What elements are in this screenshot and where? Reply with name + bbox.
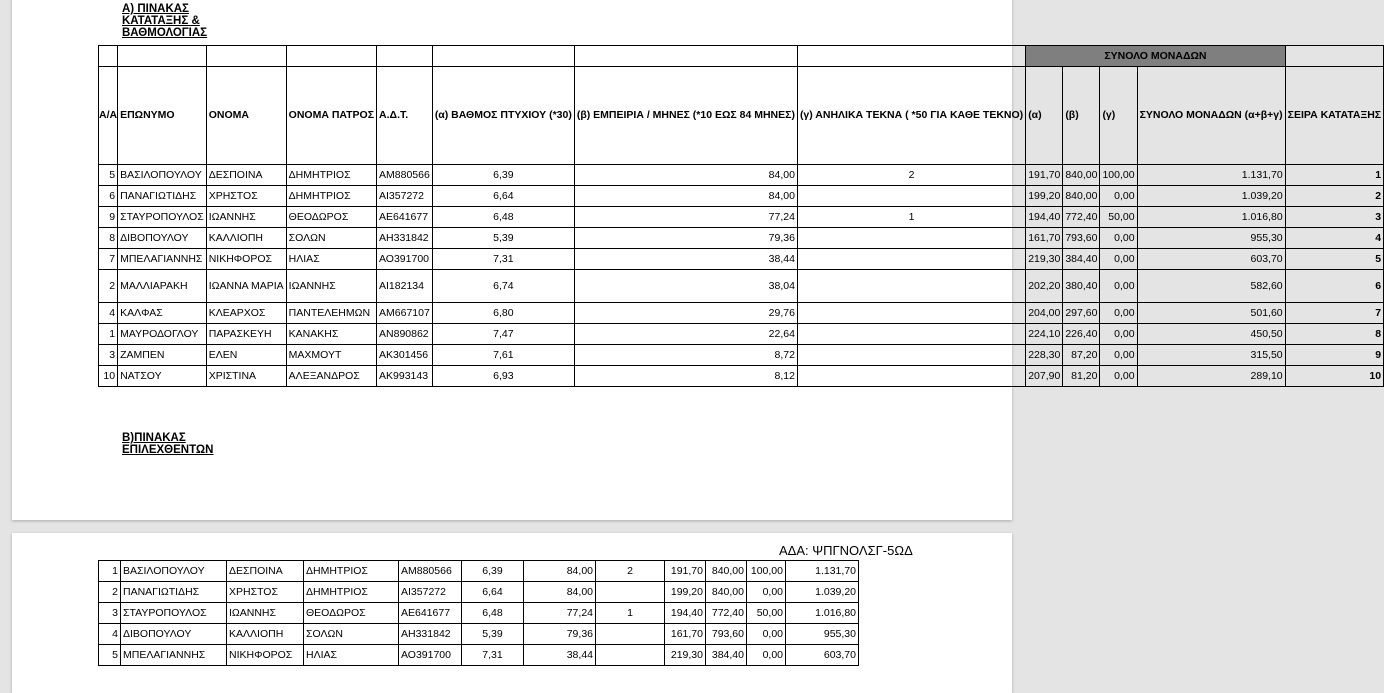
cell-eponymo: ΜΠΕΛΑΓΙΑΝΝΗΣ	[118, 249, 207, 270]
header-tekna: (γ) ΑΝΗΛΙΚΑ ΤΕΚΝΑ ( *50 ΓΙΑ ΚΑΘΕ ΤΕΚΝΟ)	[797, 67, 1025, 165]
cell-adt: ΑΙ357272	[377, 186, 433, 207]
cell-a: 224,10	[1026, 324, 1063, 345]
cell-onoma: ΠΑΡΑΣΚΕΥΗ	[206, 324, 286, 345]
cell-b: 297,60	[1063, 303, 1100, 324]
ada-code: ΑΔΑ: ΨΠΓΝΟΛΣΓ-5ΩΔ	[779, 543, 913, 558]
cell-vathmos: 5,39	[462, 624, 524, 645]
cell-eponymo: ΣΤΑΥΡΟΠΟΥΛΟΣ	[121, 603, 227, 624]
cell-onoma: ΧΡΗΣΤΟΣ	[206, 186, 286, 207]
cell-onoma: ΧΡΗΣΤΟΣ	[227, 582, 304, 603]
cell-tekna	[596, 582, 665, 603]
cell-onoma: ΚΛΕΑΡΧΟΣ	[206, 303, 286, 324]
cell-patros: ΘΕΟΔΩΡΟΣ	[286, 207, 376, 228]
cell-onoma: ΙΩΑΝΝΗΣ	[206, 207, 286, 228]
cell-eponymo: ΠΑΝΑΓΙΩΤΙΔΗΣ	[118, 186, 207, 207]
cell-patros: ΜΑΧΜΟΥΤ	[286, 345, 376, 366]
table-row	[99, 345, 1384, 366]
cell-onoma: ΚΑΛΛΙΟΠΗ	[227, 624, 304, 645]
cell-b: 226,40	[1063, 324, 1100, 345]
cell-a: 199,20	[665, 582, 706, 603]
cell-eponymo: ΜΑΛΛΙΑΡΑΚΗ	[118, 270, 207, 303]
header-empeiria: (β) ΕΜΠΕΙΡΙΑ / ΜΗΝΕΣ (*10 ΕΩΣ 84 ΜΗΝΕΣ)	[574, 67, 797, 165]
cell-eponymo: ΣΤΑΥΡΟΠΟΥΛΟΣ	[118, 207, 207, 228]
table-row	[99, 303, 1384, 324]
cell-vathmos: 7,31	[462, 645, 524, 666]
selected-row	[99, 624, 859, 645]
cell-adt: ΑΗ331842	[399, 624, 462, 645]
cell-seira: 7	[1285, 303, 1383, 324]
cell-b: 384,40	[1063, 249, 1100, 270]
cell-onoma: ΙΩΑΝΝΗΣ	[227, 603, 304, 624]
cell-vathmos: 6,39	[462, 561, 524, 582]
cell-patros: ΗΛΙΑΣ	[286, 249, 376, 270]
cell-adt: ΑΝ890862	[377, 324, 433, 345]
selected-row	[99, 582, 859, 603]
cell-seira: 3	[1285, 207, 1383, 228]
cell-g: 0,00	[1100, 228, 1137, 249]
cell-synolo: 315,50	[1137, 345, 1285, 366]
cell-empeiria: 8,72	[574, 345, 797, 366]
cell-eponymo: ΖΑΜΠΕΝ	[118, 345, 207, 366]
header-seira: ΣΕΙΡΑ ΚΑΤΑΤΑΞΗΣ	[1285, 67, 1383, 165]
header-g: (γ)	[1100, 67, 1137, 165]
cell-seira: 5	[1285, 249, 1383, 270]
header-eponymo: ΕΠΩΝΥΜΟ	[118, 67, 207, 165]
cell-eponymo: ΒΑΣΙΛΟΠΟΥΛΟΥ	[121, 561, 227, 582]
cell-eponymo: ΔΙΒΟΠΟΥΛΟΥ	[118, 228, 207, 249]
cell-tekna	[797, 249, 1025, 270]
cell-patros: ΠΑΝΤΕΛΕΗΜΩΝ	[286, 303, 376, 324]
cell-aa: 3	[99, 345, 118, 366]
cell-tekna	[797, 186, 1025, 207]
cell-eponymo: ΠΑΝΑΓΙΩΤΙΔΗΣ	[121, 582, 227, 603]
cell-onoma: ΔΕΣΠΟΙΝΑ	[227, 561, 304, 582]
cell-onoma: ΙΩΑΝΝΑ ΜΑΡΙΑ	[206, 270, 286, 303]
cell-a: 161,70	[1026, 228, 1063, 249]
cell-aa: 3	[99, 603, 121, 624]
header-group-sum: ΣΥΝΟΛΟ ΜΟΝΑΔΩΝ	[1026, 46, 1285, 67]
cell-synolo: 1.131,70	[786, 561, 859, 582]
cell-aa: 6	[99, 186, 118, 207]
table-row	[99, 249, 1384, 270]
cell-b: 380,40	[1063, 270, 1100, 303]
cell-a: 199,20	[1026, 186, 1063, 207]
cell-eponymo: ΜΑΥΡΟΔΟΓΛΟΥ	[118, 324, 207, 345]
cell-patros: ΘΕΟΔΩΡΟΣ	[304, 603, 399, 624]
cell-g: 50,00	[747, 603, 786, 624]
table-row	[99, 228, 1384, 249]
cell-onoma: ΧΡΙΣΤΙΝΑ	[206, 366, 286, 387]
cell-empeiria: 8,12	[574, 366, 797, 387]
cell-synolo: 955,30	[1137, 228, 1285, 249]
cell-a: 202,20	[1026, 270, 1063, 303]
cell-onoma: ΝΙΚΗΦΟΡΟΣ	[227, 645, 304, 666]
cell-eponymo: ΚΑΛΦΑΣ	[118, 303, 207, 324]
selected-row	[99, 603, 859, 624]
cell-vathmos: 6,64	[462, 582, 524, 603]
cell-synolo: 582,60	[1137, 270, 1285, 303]
table-row	[99, 366, 1384, 387]
table-row	[99, 165, 1384, 186]
cell-g: 0,00	[1100, 249, 1137, 270]
cell-tekna	[797, 303, 1025, 324]
cell-tekna	[797, 324, 1025, 345]
cell-g: 50,00	[1100, 207, 1137, 228]
section-b-title: Β)ΠΙΝΑΚΑΣ ΕΠΙΛΕΧΘΕΝΤΩΝ	[122, 432, 214, 456]
cell-onoma: ΔΕΣΠΟΙΝΑ	[206, 165, 286, 186]
header-vathmos: (α) ΒΑΘΜΟΣ ΠΤΥΧΙΟΥ (*30)	[432, 67, 574, 165]
cell-empeiria: 84,00	[524, 561, 596, 582]
cell-empeiria: 77,24	[574, 207, 797, 228]
cell-patros: ΣΟΛΩΝ	[286, 228, 376, 249]
cell-a: 207,90	[1026, 366, 1063, 387]
cell-adt: ΑΕ641677	[399, 603, 462, 624]
cell-eponymo: ΔΙΒΟΠΟΥΛΟΥ	[121, 624, 227, 645]
cell-aa: 9	[99, 207, 118, 228]
cell-b: 772,40	[706, 603, 747, 624]
cell-patros: ΑΛΕΞΑΝΔΡΟΣ	[286, 366, 376, 387]
cell-tekna	[797, 228, 1025, 249]
cell-patros: ΣΟΛΩΝ	[304, 624, 399, 645]
cell-a: 194,40	[1026, 207, 1063, 228]
cell-g: 100,00	[747, 561, 786, 582]
header-group-row	[99, 46, 1384, 67]
cell-empeiria: 38,44	[524, 645, 596, 666]
cell-g: 0,00	[1100, 270, 1137, 303]
cell-adt: ΑΗ331842	[377, 228, 433, 249]
document-page-1	[12, 0, 1382, 520]
cell-vathmos: 6,39	[432, 165, 574, 186]
cell-vathmos: 6,74	[432, 270, 574, 303]
cell-b: 840,00	[706, 561, 747, 582]
cell-g: 100,00	[1100, 165, 1137, 186]
cell-patros: ΔΗΜΗΤΡΙΟΣ	[286, 186, 376, 207]
header-row	[99, 67, 1384, 165]
cell-g: 0,00	[1100, 324, 1137, 345]
cell-vathmos: 6,93	[432, 366, 574, 387]
cell-b: 840,00	[706, 582, 747, 603]
ranking-table	[98, 45, 1384, 387]
table-row	[99, 207, 1384, 228]
cell-vathmos: 6,48	[432, 207, 574, 228]
cell-empeiria: 84,00	[524, 582, 596, 603]
cell-b: 384,40	[706, 645, 747, 666]
cell-seira: 1	[1285, 165, 1383, 186]
cell-seira: 10	[1285, 366, 1383, 387]
cell-seira: 6	[1285, 270, 1383, 303]
cell-a: 219,30	[1026, 249, 1063, 270]
cell-onoma: ΝΙΚΗΦΟΡΟΣ	[206, 249, 286, 270]
cell-eponymo: ΜΠΕΛΑΓΙΑΝΝΗΣ	[121, 645, 227, 666]
header-b: (β)	[1063, 67, 1100, 165]
cell-g: 0,00	[747, 645, 786, 666]
cell-synolo: 450,50	[1137, 324, 1285, 345]
cell-empeiria: 22,64	[574, 324, 797, 345]
cell-adt: ΑΟ391700	[377, 249, 433, 270]
cell-a: 219,30	[665, 645, 706, 666]
cell-a: 228,30	[1026, 345, 1063, 366]
cell-synolo: 1.016,80	[1137, 207, 1285, 228]
cell-seira: 9	[1285, 345, 1383, 366]
table-row	[99, 270, 1384, 303]
cell-b: 772,40	[1063, 207, 1100, 228]
cell-patros: ΙΩΑΝΝΗΣ	[286, 270, 376, 303]
cell-aa: 4	[99, 624, 121, 645]
cell-empeiria: 38,44	[574, 249, 797, 270]
cell-aa: 4	[99, 303, 118, 324]
cell-empeiria: 84,00	[574, 186, 797, 207]
cell-g: 0,00	[747, 624, 786, 645]
cell-g: 0,00	[1100, 366, 1137, 387]
header-patros: ΟΝΟΜΑ ΠΑΤΡΟΣ	[286, 67, 376, 165]
cell-adt: ΑΜ880566	[377, 165, 433, 186]
cell-aa: 1	[99, 561, 121, 582]
cell-synolo: 603,70	[1137, 249, 1285, 270]
table-row	[99, 186, 1384, 207]
cell-tekna	[797, 345, 1025, 366]
cell-tekna	[797, 366, 1025, 387]
cell-vathmos: 7,31	[432, 249, 574, 270]
cell-eponymo: ΒΑΣΙΛΟΠΟΥΛΟΥ	[118, 165, 207, 186]
cell-b: 840,00	[1063, 186, 1100, 207]
cell-empeiria: 79,36	[524, 624, 596, 645]
cell-vathmos: 6,80	[432, 303, 574, 324]
cell-adt: ΑΙ357272	[399, 582, 462, 603]
cell-synolo: 289,10	[1137, 366, 1285, 387]
cell-synolo: 955,30	[786, 624, 859, 645]
cell-vathmos: 7,61	[432, 345, 574, 366]
cell-synolo: 1.016,80	[786, 603, 859, 624]
header-aa: Α/Α	[99, 67, 118, 165]
cell-b: 87,20	[1063, 345, 1100, 366]
cell-empeiria: 77,24	[524, 603, 596, 624]
cell-g: 0,00	[1100, 186, 1137, 207]
cell-patros: ΔΗΜΗΤΡΙΟΣ	[304, 582, 399, 603]
cell-patros: ΚΑΝΑΚΗΣ	[286, 324, 376, 345]
cell-adt: ΑΟ391700	[399, 645, 462, 666]
cell-aa: 10	[99, 366, 118, 387]
cell-synolo: 1.039,20	[1137, 186, 1285, 207]
cell-b: 793,60	[1063, 228, 1100, 249]
cell-patros: ΔΗΜΗΤΡΙΟΣ	[304, 561, 399, 582]
document-page-2	[12, 533, 1012, 693]
cell-empeiria: 84,00	[574, 165, 797, 186]
cell-tekna: 1	[596, 603, 665, 624]
cell-g: 0,00	[747, 582, 786, 603]
cell-seira: 4	[1285, 228, 1383, 249]
cell-aa: 2	[99, 270, 118, 303]
cell-a: 204,00	[1026, 303, 1063, 324]
header-a: (α)	[1026, 67, 1063, 165]
cell-adt: ΑΜ880566	[399, 561, 462, 582]
cell-eponymo: ΝΑΤΣΟΥ	[118, 366, 207, 387]
cell-synolo: 1.131,70	[1137, 165, 1285, 186]
header-adt: Α.Δ.Τ.	[377, 67, 433, 165]
cell-b: 81,20	[1063, 366, 1100, 387]
section-a-title: Α) ΠΙΝΑΚΑΣ ΚΑΤΑΤΑΞΗΣ & ΒΑΘΜΟΛΟΓΙΑΣ	[122, 3, 208, 39]
cell-synolo: 1.039,20	[786, 582, 859, 603]
cell-onoma: ΕΛΕΝ	[206, 345, 286, 366]
cell-aa: 1	[99, 324, 118, 345]
cell-a: 191,70	[1026, 165, 1063, 186]
cell-a: 161,70	[665, 624, 706, 645]
selected-table	[98, 560, 859, 666]
cell-tekna: 2	[797, 165, 1025, 186]
cell-a: 194,40	[665, 603, 706, 624]
cell-empeiria: 38,04	[574, 270, 797, 303]
cell-b: 840,00	[1063, 165, 1100, 186]
header-onoma: ΟΝΟΜΑ	[206, 67, 286, 165]
header-synolo: ΣΥΝΟΛΟ ΜΟΝΑΔΩΝ (α+β+γ)	[1137, 67, 1285, 165]
cell-synolo: 501,60	[1137, 303, 1285, 324]
table-row	[99, 324, 1384, 345]
cell-adt: ΑΙ182134	[377, 270, 433, 303]
cell-onoma: ΚΑΛΛΙΟΠΗ	[206, 228, 286, 249]
cell-g: 0,00	[1100, 303, 1137, 324]
cell-aa: 5	[99, 645, 121, 666]
cell-adt: ΑΚ993143	[377, 366, 433, 387]
cell-tekna: 1	[797, 207, 1025, 228]
cell-aa: 2	[99, 582, 121, 603]
cell-seira: 2	[1285, 186, 1383, 207]
cell-empeiria: 79,36	[574, 228, 797, 249]
cell-adt: ΑΜ667107	[377, 303, 433, 324]
cell-a: 191,70	[665, 561, 706, 582]
cell-vathmos: 6,48	[462, 603, 524, 624]
cell-aa: 8	[99, 228, 118, 249]
cell-empeiria: 29,76	[574, 303, 797, 324]
cell-seira: 8	[1285, 324, 1383, 345]
cell-adt: ΑΚ301456	[377, 345, 433, 366]
cell-patros: ΗΛΙΑΣ	[304, 645, 399, 666]
selected-row	[99, 645, 859, 666]
cell-b: 793,60	[706, 624, 747, 645]
cell-tekna	[596, 624, 665, 645]
cell-vathmos: 5,39	[432, 228, 574, 249]
cell-patros: ΔΗΜΗΤΡΙΟΣ	[286, 165, 376, 186]
cell-synolo: 603,70	[786, 645, 859, 666]
cell-aa: 7	[99, 249, 118, 270]
cell-g: 0,00	[1100, 345, 1137, 366]
cell-vathmos: 7,47	[432, 324, 574, 345]
cell-adt: ΑΕ641677	[377, 207, 433, 228]
selected-row	[99, 561, 859, 582]
cell-tekna	[797, 270, 1025, 303]
cell-tekna: 2	[596, 561, 665, 582]
cell-vathmos: 6,64	[432, 186, 574, 207]
cell-aa: 5	[99, 165, 118, 186]
cell-tekna	[596, 645, 665, 666]
